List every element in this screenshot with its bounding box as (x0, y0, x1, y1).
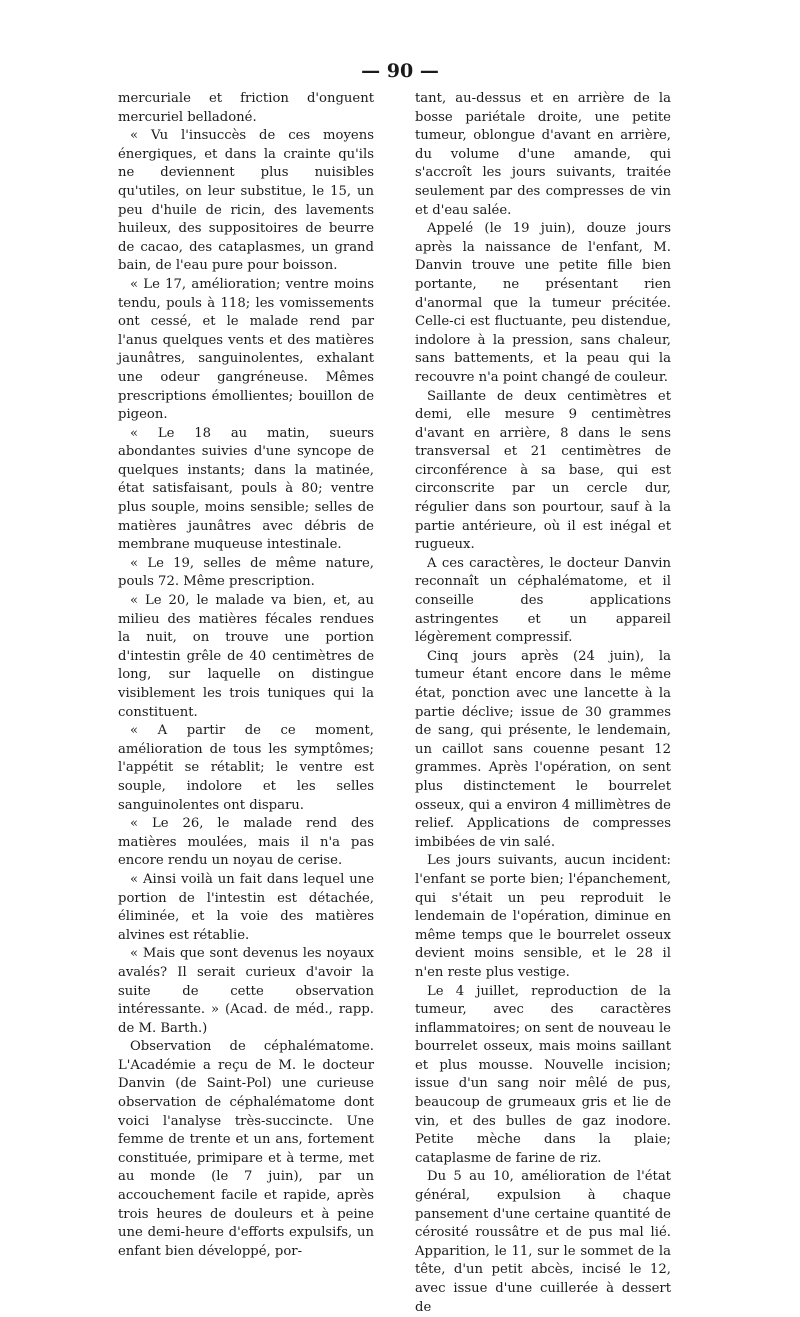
paragraph: Cinq jours après (24 juin), la tumeur étant encore dans le même état, ponction avec une lancette à la partie déclive; issue de 30 grammes de sang, qui présente, le lendemain, un caillot sans couenne pesant 12 grammes. Après l'opération, on sent plus distinctement le bourrelet osseux, qui a environ 4 millimètres de relief. Applications de compresses imbibées de vin salé. (415, 648, 671, 850)
paragraph: Du 5 au 10, amélioration de l'état général, expulsion à chaque pansement d'une certaine quantité de cérosité roussâtre et de pus mal lié. Apparition, le 11, sur le sommet de la tête, d'un petit abcès, incisé le 12, avec issue d'une cuillerée à dessert de (415, 1169, 671, 1315)
page-number: — 90 — (361, 60, 439, 82)
paragraph: mercuriale et friction d'onguent mercuriel belladoné. (118, 91, 374, 125)
paragraph: Les jours suivants, aucun incident: l'enfant se porte bien; l'épanchement, qui s'était un peu reproduit le lendemain de l'opération, diminue en même temps que le bourrelet osseux devient moins sensible, et le 28 il n'en reste plus vestige. (415, 853, 671, 980)
paragraph: « Ainsi voilà un fait dans lequel une portion de l'intestin est détachée, éliminée, et la voie des matières alvines est rétablie. (118, 871, 374, 943)
paragraph: Observation de céphalématome. L'Académie a reçu de M. le docteur Danvin (de Saint-Pol) une curieuse observation de céphalématome dont voici l'analyse très-succincte. Une femme de trente et un ans, fortement constituée, primipare et à terme, met au monde (le 7 juin), par un accouchement facile et rapide, après trois heures de douleurs et à peine une demi-heure d'efforts expulsifs, un enfant bien développé, por- (118, 1039, 374, 1259)
left-column (118, 90, 374, 1261)
paragraph: « Le 19, selles de même nature, pouls 72. Même prescription. (118, 555, 374, 590)
paragraph: « Le 20, le malade va bien, et, au milieu des matières fécales rendues la nuit, on trouve une portion d'intestin grêle de 40 centimètres de long, sur laquelle on distingue visiblement les trois tuniques qui la constituent. (118, 593, 374, 720)
paragraph: tant, au-dessus et en arrière de la bosse pariétale droite, une petite tumeur, oblongue d'avant en arrière, du volume d'une amande, qui s'accroît les jours suivants, traitée seulement par des compresses de vin et d'eau salée. (415, 91, 671, 218)
paragraph: « Le 26, le malade rend des matières moulées, mais il n'a pas encore rendu un noyau de cerise. (118, 816, 374, 869)
paragraph: A ces caractères, le docteur Danvin reconnaît un céphalématome, et il conseille des applications astringentes et un appareil légèrement compressif. (415, 555, 671, 646)
paragraph: « A partir de ce moment, amélioration de tous les symptômes; l'appétit se rétablit; le ventre est souple, indolore et les selles sanguinolentes ont disparu. (118, 723, 374, 813)
paragraph: Le 4 juillet, reproduction de la tumeur, avec des caractères inflammatoires; on sent de nouveau le bourrelet osseux, mais moins saillant et plus mousse. Nouvelle incision; issue d'un sang noir mêlé de pus, beaucoup de grumeaux gris et lie de vin, et des bulles de gaz inodore. Petite mèche dans la plaie; cataplasme de farine de riz. (415, 983, 671, 1166)
paragraph: Appelé (le 19 juin), douze jours après la naissance de l'enfant, M. Danvin trouve une petite fille bien portante, ne présentant rien d'anormal que la tumeur précitée. Celle-ci est fluctuante, peu distendue, indolore à la pression, sans chaleur, sans battements, et la peau qui la recouvre n'a point changé de couleur. (415, 221, 671, 385)
paragraph: « Vu l'insuccès de ces moyens énergiques, et dans la crainte qu'ils ne deviennent plus nuisibles qu'utiles, on leur substitue, le 15, un peu d'huile de ricin, des lavements huileux, des suppositoires de beurre de cacao, des cataplasmes, un grand bain, de l'eau pure pour boisson. (118, 128, 374, 274)
paragraph: Saillante de deux centimètres et demi, elle mesure 9 centimètres d'avant en arrière, 8 dans le sens transversal et 21 centimètres de circonférence à sa base, qui est circonscrite par un cercle dur, régulier dans son pourtour, sauf à la partie antérieure, où il est inégal et rugueux. (415, 388, 671, 553)
right-column (415, 90, 671, 1317)
paragraph: « Mais que sont devenus les noyaux avalés? Il serait curieux d'avoir la suite de cette observation intéressante. » (Acad. de méd., rapp. de M. Barth.) (118, 946, 374, 1036)
paragraph: « Le 18 au matin, sueurs abondantes suivies d'une syncope de quelques instants; dans la matinée, état satisfaisant, pouls à 80; ventre plus souple, moins sensible; selles de matières jaunâtres avec débris de membrane muqueuse intestinale. (118, 425, 374, 553)
paragraph: « Le 17, amélioration; ventre moins tendu, pouls à 118; les vomissements ont cessé, et le malade rend par l'anus quelques vents et des matières jaunâtres, sanguinolentes, exhalant une odeur gangréneuse. Mêmes prescriptions émollientes; bouillon de pigeon. (118, 276, 374, 423)
